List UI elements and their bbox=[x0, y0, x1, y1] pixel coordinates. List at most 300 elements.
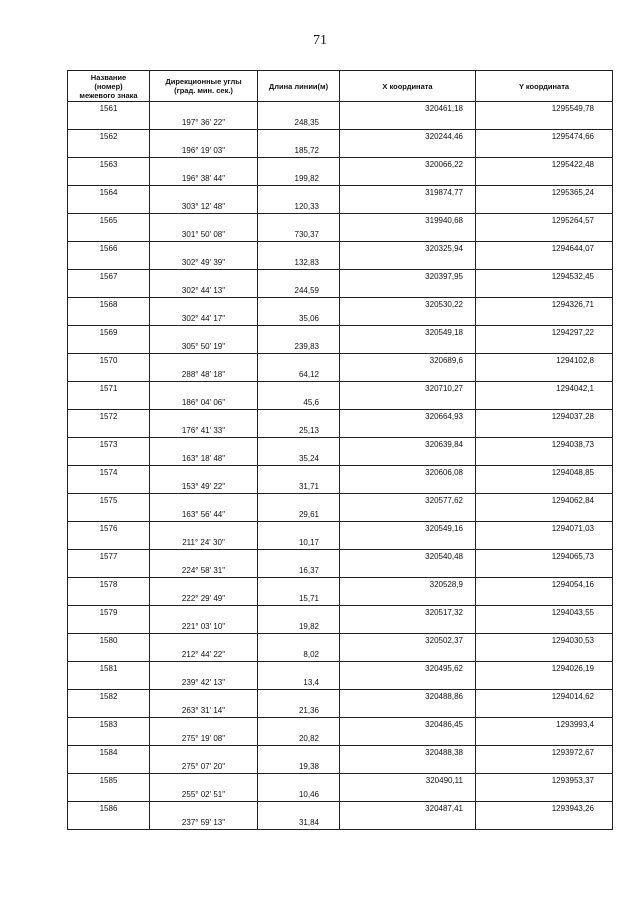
x-coordinate: 320517,32 bbox=[340, 606, 476, 620]
x-empty bbox=[340, 760, 476, 774]
x-empty bbox=[340, 508, 476, 522]
length-empty bbox=[258, 382, 340, 396]
y-coordinate: 1294048,85 bbox=[476, 466, 613, 480]
header-y: Y координата bbox=[476, 71, 613, 102]
angle-empty bbox=[150, 298, 258, 312]
angle-empty bbox=[150, 158, 258, 172]
table-row-segment bbox=[68, 760, 613, 774]
table-row-point bbox=[68, 158, 613, 172]
table-row-point bbox=[68, 298, 613, 312]
direction-angle: 275° 19' 08" bbox=[150, 732, 258, 746]
y-empty bbox=[476, 228, 613, 242]
direction-angle: 237° 59' 13" bbox=[150, 816, 258, 830]
x-coordinate: 320397,95 bbox=[340, 270, 476, 284]
line-length: 31,84 bbox=[258, 816, 340, 830]
point-id: 1581 bbox=[68, 662, 150, 676]
line-length: 10,17 bbox=[258, 536, 340, 550]
length-empty bbox=[258, 410, 340, 424]
angle-empty bbox=[150, 494, 258, 508]
length-empty bbox=[258, 102, 340, 116]
point-id: 1579 bbox=[68, 606, 150, 620]
name-empty bbox=[68, 816, 150, 830]
point-id: 1573 bbox=[68, 438, 150, 452]
y-empty bbox=[476, 144, 613, 158]
table-row-point bbox=[68, 410, 613, 424]
y-coordinate: 1294065,73 bbox=[476, 550, 613, 564]
y-empty bbox=[476, 116, 613, 130]
x-coordinate: 320502,37 bbox=[340, 634, 476, 648]
line-length: 10,46 bbox=[258, 788, 340, 802]
x-empty bbox=[340, 648, 476, 662]
angle-empty bbox=[150, 522, 258, 536]
y-coordinate: 1293972,67 bbox=[476, 746, 613, 760]
table-row-segment bbox=[68, 144, 613, 158]
direction-angle: 288° 48' 18" bbox=[150, 368, 258, 382]
line-length: 239,83 bbox=[258, 340, 340, 354]
line-length: 19,38 bbox=[258, 760, 340, 774]
angle-empty bbox=[150, 382, 258, 396]
y-empty bbox=[476, 396, 613, 410]
length-empty bbox=[258, 354, 340, 368]
length-empty bbox=[258, 802, 340, 816]
x-coordinate: 320486,45 bbox=[340, 718, 476, 732]
table-row-segment bbox=[68, 256, 613, 270]
y-coordinate: 1293943,26 bbox=[476, 802, 613, 816]
x-empty bbox=[340, 676, 476, 690]
table-row-point bbox=[68, 606, 613, 620]
point-id: 1582 bbox=[68, 690, 150, 704]
direction-angle: 301° 50' 08" bbox=[150, 228, 258, 242]
point-id: 1572 bbox=[68, 410, 150, 424]
y-coordinate: 1293953,37 bbox=[476, 774, 613, 788]
y-coordinate: 1293993,4 bbox=[476, 718, 613, 732]
y-empty bbox=[476, 284, 613, 298]
length-empty bbox=[258, 466, 340, 480]
line-length: 132,83 bbox=[258, 256, 340, 270]
length-empty bbox=[258, 186, 340, 200]
direction-angle: 275° 07' 20" bbox=[150, 760, 258, 774]
y-coordinate: 1294062,84 bbox=[476, 494, 613, 508]
x-coordinate: 320490,11 bbox=[340, 774, 476, 788]
angle-empty bbox=[150, 410, 258, 424]
table-row-point bbox=[68, 466, 613, 480]
y-coordinate: 1294043,55 bbox=[476, 606, 613, 620]
x-empty bbox=[340, 816, 476, 830]
table-row-point bbox=[68, 214, 613, 228]
angle-empty bbox=[150, 606, 258, 620]
length-empty bbox=[258, 298, 340, 312]
table-row-segment bbox=[68, 788, 613, 802]
angle-empty bbox=[150, 354, 258, 368]
x-coordinate: 320664,93 bbox=[340, 410, 476, 424]
line-length: 25,13 bbox=[258, 424, 340, 438]
x-empty bbox=[340, 788, 476, 802]
point-id: 1576 bbox=[68, 522, 150, 536]
name-empty bbox=[68, 564, 150, 578]
point-id: 1580 bbox=[68, 634, 150, 648]
name-empty bbox=[68, 620, 150, 634]
name-empty bbox=[68, 480, 150, 494]
table-row-point bbox=[68, 550, 613, 564]
table-row-point bbox=[68, 438, 613, 452]
table-row-segment bbox=[68, 284, 613, 298]
angle-empty bbox=[150, 102, 258, 116]
y-coordinate: 1294030,53 bbox=[476, 634, 613, 648]
direction-angle: 211° 24' 30" bbox=[150, 536, 258, 550]
table-row-point bbox=[68, 102, 613, 116]
y-empty bbox=[476, 592, 613, 606]
name-empty bbox=[68, 592, 150, 606]
length-empty bbox=[258, 746, 340, 760]
length-empty bbox=[258, 214, 340, 228]
y-empty bbox=[476, 368, 613, 382]
angle-empty bbox=[150, 690, 258, 704]
y-empty bbox=[476, 172, 613, 186]
point-id: 1577 bbox=[68, 550, 150, 564]
point-id: 1562 bbox=[68, 130, 150, 144]
angle-empty bbox=[150, 718, 258, 732]
name-empty bbox=[68, 732, 150, 746]
y-empty bbox=[476, 704, 613, 718]
table-row-point bbox=[68, 662, 613, 676]
name-empty bbox=[68, 200, 150, 214]
direction-angle: 221° 03' 10" bbox=[150, 620, 258, 634]
y-empty bbox=[476, 452, 613, 466]
length-empty bbox=[258, 550, 340, 564]
table-row-point bbox=[68, 774, 613, 788]
line-length: 244,59 bbox=[258, 284, 340, 298]
table-row-segment bbox=[68, 508, 613, 522]
x-empty bbox=[340, 284, 476, 298]
length-empty bbox=[258, 130, 340, 144]
y-coordinate: 1294026,19 bbox=[476, 662, 613, 676]
x-coordinate: 320244,46 bbox=[340, 130, 476, 144]
length-empty bbox=[258, 718, 340, 732]
point-id: 1575 bbox=[68, 494, 150, 508]
angle-empty bbox=[150, 634, 258, 648]
y-coordinate: 1294014,62 bbox=[476, 690, 613, 704]
line-length: 20,82 bbox=[258, 732, 340, 746]
x-coordinate: 320689,6 bbox=[340, 354, 476, 368]
point-id: 1567 bbox=[68, 270, 150, 284]
angle-empty bbox=[150, 774, 258, 788]
angle-empty bbox=[150, 746, 258, 760]
y-coordinate: 1294102,8 bbox=[476, 354, 613, 368]
table-row-point bbox=[68, 130, 613, 144]
y-empty bbox=[476, 256, 613, 270]
line-length: 730,37 bbox=[258, 228, 340, 242]
page-number: 71 bbox=[313, 33, 327, 48]
table-row-segment bbox=[68, 368, 613, 382]
name-empty bbox=[68, 760, 150, 774]
x-empty bbox=[340, 340, 476, 354]
table-row-point bbox=[68, 690, 613, 704]
table-row-segment bbox=[68, 564, 613, 578]
table-header-row bbox=[68, 71, 613, 102]
y-coordinate: 1294297,22 bbox=[476, 326, 613, 340]
y-coordinate: 1294042,1 bbox=[476, 382, 613, 396]
line-length: 15,71 bbox=[258, 592, 340, 606]
name-empty bbox=[68, 144, 150, 158]
line-length: 45,6 bbox=[258, 396, 340, 410]
table-row-point bbox=[68, 326, 613, 340]
x-empty bbox=[340, 312, 476, 326]
point-id: 1574 bbox=[68, 466, 150, 480]
direction-angle: 302° 44' 13" bbox=[150, 284, 258, 298]
length-empty bbox=[258, 634, 340, 648]
length-empty bbox=[258, 606, 340, 620]
y-coordinate: 1294037,28 bbox=[476, 410, 613, 424]
point-id: 1565 bbox=[68, 214, 150, 228]
name-empty bbox=[68, 312, 150, 326]
x-coordinate: 320461,18 bbox=[340, 102, 476, 116]
y-coordinate: 1295264,57 bbox=[476, 214, 613, 228]
direction-angle: 239° 42' 13" bbox=[150, 676, 258, 690]
x-coordinate: 320495,62 bbox=[340, 662, 476, 676]
point-id: 1566 bbox=[68, 242, 150, 256]
angle-empty bbox=[150, 438, 258, 452]
table-row-segment bbox=[68, 172, 613, 186]
name-empty bbox=[68, 340, 150, 354]
name-empty bbox=[68, 256, 150, 270]
x-empty bbox=[340, 228, 476, 242]
direction-angle: 302° 49' 39" bbox=[150, 256, 258, 270]
line-length: 35,24 bbox=[258, 452, 340, 466]
direction-angle: 153° 49' 22" bbox=[150, 480, 258, 494]
length-empty bbox=[258, 662, 340, 676]
name-empty bbox=[68, 284, 150, 298]
angle-empty bbox=[150, 550, 258, 564]
length-empty bbox=[258, 326, 340, 340]
direction-angle: 302° 44' 17" bbox=[150, 312, 258, 326]
table-row-point bbox=[68, 718, 613, 732]
x-empty bbox=[340, 704, 476, 718]
point-id: 1569 bbox=[68, 326, 150, 340]
line-length: 8,02 bbox=[258, 648, 340, 662]
table-row-segment bbox=[68, 228, 613, 242]
x-empty bbox=[340, 368, 476, 382]
table-row-segment bbox=[68, 452, 613, 466]
coordinates-table bbox=[67, 70, 613, 830]
length-empty bbox=[258, 242, 340, 256]
y-coordinate: 1295422,48 bbox=[476, 158, 613, 172]
y-coordinate: 1295365,24 bbox=[476, 186, 613, 200]
x-empty bbox=[340, 592, 476, 606]
direction-angle: 255° 02' 51" bbox=[150, 788, 258, 802]
header-name: Название (номер) межевого знака bbox=[68, 71, 150, 102]
x-empty bbox=[340, 564, 476, 578]
length-empty bbox=[258, 494, 340, 508]
line-length: 16,37 bbox=[258, 564, 340, 578]
line-length: 35,06 bbox=[258, 312, 340, 326]
line-length: 29,61 bbox=[258, 508, 340, 522]
point-id: 1578 bbox=[68, 578, 150, 592]
y-coordinate: 1294644,07 bbox=[476, 242, 613, 256]
direction-angle: 305° 50' 19" bbox=[150, 340, 258, 354]
direction-angle: 163° 18' 48" bbox=[150, 452, 258, 466]
x-coordinate: 320488,38 bbox=[340, 746, 476, 760]
y-empty bbox=[476, 480, 613, 494]
point-id: 1563 bbox=[68, 158, 150, 172]
angle-empty bbox=[150, 270, 258, 284]
table-row-segment bbox=[68, 480, 613, 494]
table-row-point bbox=[68, 270, 613, 284]
length-empty bbox=[258, 578, 340, 592]
line-length: 248,35 bbox=[258, 116, 340, 130]
table-row-segment bbox=[68, 620, 613, 634]
table-row-segment bbox=[68, 592, 613, 606]
y-coordinate: 1294532,45 bbox=[476, 270, 613, 284]
line-length: 31,71 bbox=[258, 480, 340, 494]
y-coordinate: 1295474,66 bbox=[476, 130, 613, 144]
y-empty bbox=[476, 648, 613, 662]
name-empty bbox=[68, 424, 150, 438]
y-coordinate: 1294054,16 bbox=[476, 578, 613, 592]
point-id: 1571 bbox=[68, 382, 150, 396]
x-coordinate: 320549,18 bbox=[340, 326, 476, 340]
x-empty bbox=[340, 256, 476, 270]
table-row-segment bbox=[68, 536, 613, 550]
line-length: 199,82 bbox=[258, 172, 340, 186]
table-row-segment bbox=[68, 200, 613, 214]
point-id: 1561 bbox=[68, 102, 150, 116]
x-empty bbox=[340, 732, 476, 746]
angle-empty bbox=[150, 214, 258, 228]
x-coordinate: 320488,86 bbox=[340, 690, 476, 704]
direction-angle: 263° 31' 14" bbox=[150, 704, 258, 718]
angle-empty bbox=[150, 466, 258, 480]
x-coordinate: 320710,27 bbox=[340, 382, 476, 396]
table-row-point bbox=[68, 382, 613, 396]
table-row-segment bbox=[68, 648, 613, 662]
y-coordinate: 1295549,78 bbox=[476, 102, 613, 116]
x-empty bbox=[340, 116, 476, 130]
name-empty bbox=[68, 648, 150, 662]
x-empty bbox=[340, 200, 476, 214]
line-length: 21,36 bbox=[258, 704, 340, 718]
table-row-point bbox=[68, 242, 613, 256]
x-coordinate: 319940,68 bbox=[340, 214, 476, 228]
x-coordinate: 319874,77 bbox=[340, 186, 476, 200]
line-length: 185,72 bbox=[258, 144, 340, 158]
table-row-point bbox=[68, 354, 613, 368]
y-empty bbox=[476, 424, 613, 438]
direction-angle: 222° 29' 49" bbox=[150, 592, 258, 606]
x-coordinate: 320066,22 bbox=[340, 158, 476, 172]
line-length: 64,12 bbox=[258, 368, 340, 382]
angle-empty bbox=[150, 242, 258, 256]
y-empty bbox=[476, 620, 613, 634]
point-id: 1585 bbox=[68, 774, 150, 788]
y-empty bbox=[476, 200, 613, 214]
name-empty bbox=[68, 704, 150, 718]
y-empty bbox=[476, 788, 613, 802]
x-empty bbox=[340, 172, 476, 186]
table-row-segment bbox=[68, 312, 613, 326]
direction-angle: 186° 04' 06" bbox=[150, 396, 258, 410]
name-empty bbox=[68, 228, 150, 242]
table-row-segment bbox=[68, 816, 613, 830]
x-coordinate: 320487,41 bbox=[340, 802, 476, 816]
direction-angle: 303° 12' 48" bbox=[150, 200, 258, 214]
name-empty bbox=[68, 788, 150, 802]
x-empty bbox=[340, 396, 476, 410]
x-coordinate: 320577,62 bbox=[340, 494, 476, 508]
x-empty bbox=[340, 144, 476, 158]
point-id: 1568 bbox=[68, 298, 150, 312]
table-row-point bbox=[68, 802, 613, 816]
y-empty bbox=[476, 732, 613, 746]
name-empty bbox=[68, 396, 150, 410]
angle-empty bbox=[150, 662, 258, 676]
line-length: 19,82 bbox=[258, 620, 340, 634]
direction-angle: 196° 19' 03" bbox=[150, 144, 258, 158]
table-row-segment bbox=[68, 340, 613, 354]
x-coordinate: 320606,08 bbox=[340, 466, 476, 480]
name-empty bbox=[68, 676, 150, 690]
x-coordinate: 320325,94 bbox=[340, 242, 476, 256]
point-id: 1586 bbox=[68, 802, 150, 816]
table-row-point bbox=[68, 746, 613, 760]
angle-empty bbox=[150, 802, 258, 816]
name-empty bbox=[68, 452, 150, 466]
length-empty bbox=[258, 522, 340, 536]
header-angle: Дирекционные углы (град. мин. сек.) bbox=[150, 71, 258, 102]
length-empty bbox=[258, 270, 340, 284]
header-x: X координата bbox=[340, 71, 476, 102]
name-empty bbox=[68, 536, 150, 550]
y-coordinate: 1294071,03 bbox=[476, 522, 613, 536]
x-coordinate: 320549,16 bbox=[340, 522, 476, 536]
point-id: 1570 bbox=[68, 354, 150, 368]
y-empty bbox=[476, 564, 613, 578]
length-empty bbox=[258, 438, 340, 452]
y-empty bbox=[476, 760, 613, 774]
y-empty bbox=[476, 312, 613, 326]
table-row-segment bbox=[68, 704, 613, 718]
x-empty bbox=[340, 620, 476, 634]
x-empty bbox=[340, 452, 476, 466]
direction-angle: 176° 41' 33" bbox=[150, 424, 258, 438]
angle-empty bbox=[150, 578, 258, 592]
y-coordinate: 1294326,71 bbox=[476, 298, 613, 312]
x-coordinate: 320540,48 bbox=[340, 550, 476, 564]
x-coordinate: 320639,84 bbox=[340, 438, 476, 452]
table-row-point bbox=[68, 634, 613, 648]
angle-empty bbox=[150, 326, 258, 340]
length-empty bbox=[258, 158, 340, 172]
point-id: 1564 bbox=[68, 186, 150, 200]
direction-angle: 224° 58' 31" bbox=[150, 564, 258, 578]
y-empty bbox=[476, 816, 613, 830]
line-length: 120,33 bbox=[258, 200, 340, 214]
table-row-point bbox=[68, 578, 613, 592]
table-body bbox=[68, 102, 613, 830]
length-empty bbox=[258, 774, 340, 788]
line-length: 13,4 bbox=[258, 676, 340, 690]
x-coordinate: 320530,22 bbox=[340, 298, 476, 312]
direction-angle: 212° 44' 22" bbox=[150, 648, 258, 662]
y-empty bbox=[476, 508, 613, 522]
point-id: 1583 bbox=[68, 718, 150, 732]
x-coordinate: 320528,9 bbox=[340, 578, 476, 592]
table-row-point bbox=[68, 186, 613, 200]
x-empty bbox=[340, 480, 476, 494]
header-length: Длина линии(м) bbox=[258, 71, 340, 102]
length-empty bbox=[258, 690, 340, 704]
table-row-segment bbox=[68, 396, 613, 410]
angle-empty bbox=[150, 186, 258, 200]
